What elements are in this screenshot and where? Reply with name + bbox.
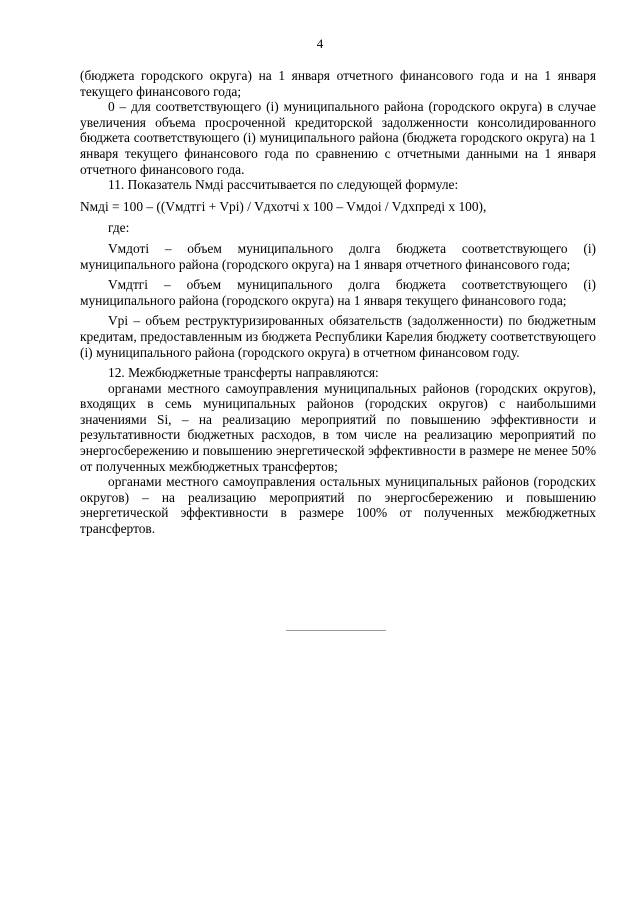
- document-body: [80, 68, 596, 537]
- where-label: где:: [108, 220, 130, 236]
- formula: Nмдi = 100 – ((Vмдтгi + Vpi) / Vдхотчi x 100 – Vмдоi / Vдхпредi x 100),: [80, 198, 487, 214]
- paragraph-14: органами местного самоуправления остальных муниципальных районов (городских округов) – на реализацию мероприятий по энергосбережению и повышению энергетической эффективности в размере 100% от полученных межбюджетных трансфертов.: [80, 474, 596, 537]
- end-divider: [286, 630, 386, 631]
- page-number: 4: [316, 36, 324, 51]
- definition-3: Vpi – объем реструктуризированных обязательств (задолженности) по бюджетным кредитам, предоставленным из бюджета Республики Карелия бюджету соответствующего (i) муниципального района (городского округа) в отчетном финансовом году.: [80, 313, 596, 360]
- definition-1: Vмдотi – объем муниципального долга бюджета соответствующего (i) муниципального района (городского округа) на 1 января отчетного финансового года;: [80, 240, 596, 272]
- paragraph-12: 12. Межбюджетные трансферты направляются:: [108, 365, 379, 381]
- paragraph-13: органами местного самоуправления муниципальных районов (городских округов), входящих в семь муниципальных районов (городских округов) с наибольшими значениями Si, – на реализацию мероприятий по повышению эффективности и результативности бюджетных расходов, в том числе на реализацию мероприятий по энергосбережению и повышению энергетической эффективности в размере не менее 50% от полученных межбюджетных трансфертов;: [80, 380, 596, 474]
- definition-2: Vмдтгi – объем муниципального долга бюджета соответствующего (i) муниципального района (городского округа) на 1 января текущего финансового года;: [80, 277, 596, 308]
- paragraph-3: 11. Показатель Nмдi рассчитывается по следующей формуле:: [108, 177, 459, 193]
- paragraph-1: (бюджета городского округа) на 1 января отчетного финансового года и на 1 января текущего финансового года;: [80, 68, 596, 99]
- paragraph-2: 0 – для соответствующего (i) муниципального района (городского округа) в случае увеличения объема просроченной кредиторской задолженности консолидированного бюджета соответствующего (i) муниципального района (бюджета городского округа) на 1 января текущего финансового года по сравнению с отчетными данными на 1 января отчетного финансового года.: [80, 99, 596, 177]
